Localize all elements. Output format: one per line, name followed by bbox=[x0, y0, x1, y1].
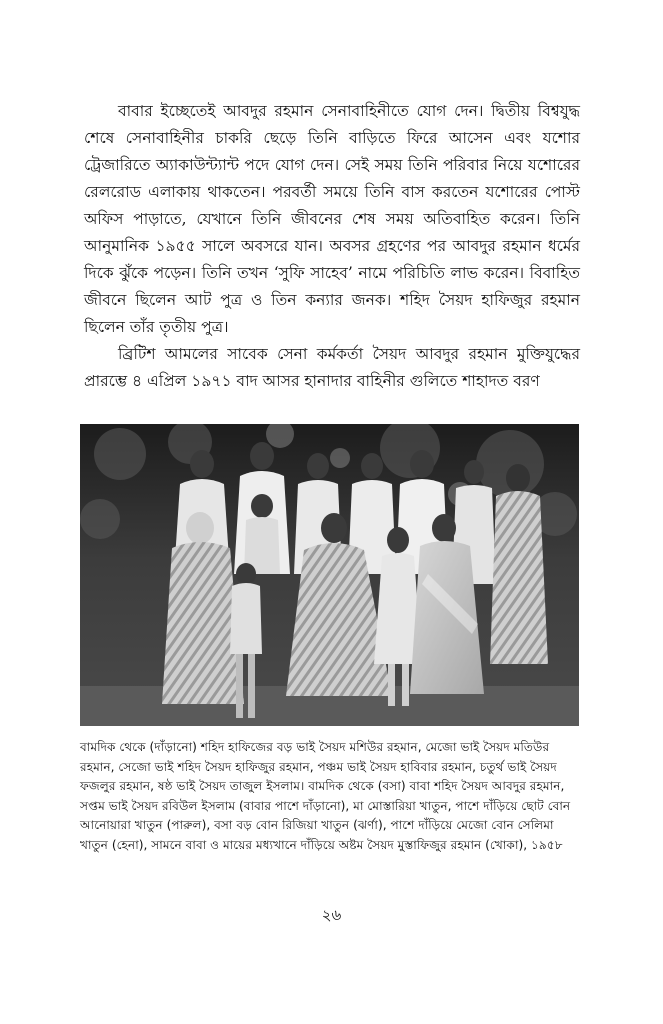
body-text bbox=[84, 98, 580, 395]
family-photo bbox=[80, 424, 579, 726]
page-number: ২৬ bbox=[321, 906, 342, 924]
photo-caption bbox=[80, 738, 585, 856]
family-photo-image bbox=[80, 424, 579, 726]
caption-text: বামদিক থেকে (দাঁড়ানো) শহিদ হাফিজের বড় ভাই সৈয়দ মশিউর রহমান, মেজো ভাই সৈয়দ মতিউর রহমান, সেজো ভাই শহিদ সৈয়দ হাফিজুর রহমান, পঞ্চম ভাই সৈয়দ হাবিবার রহমান, চতুর্থ ভাই সৈয়দ ফজলুর রহমান, ষষ্ঠ ভাই সৈয়দ তাজুল ইসলাম। বামদিক থেকে (বসা) বাবা শহিদ সৈয়দ আবদুর রহমান, সপ্তম ভাই সৈয়দ রবিউল ইসলাম (বাবার পাশে দাঁড়ানো), মা মোস্তারিয়া খাতুন, পাশে দাঁড়িয়ে ছোট বোন আনোয়ারা খাতুন (পারুল), বসা বড় বোন রিজিয়া খাতুন (ঝর্ণা), পাশে দাঁড়িয়ে মেজো বোন সেলিমা খাতুন (হেনা), সামনে বাবা ও মায়ের মধ্যখানে দাঁড়িয়ে অষ্টম সৈয়দ মুস্তাফিজুর রহমান (খোকা), ১৯৫৮ bbox=[80, 740, 571, 852]
paragraph-1: বাবার ইচ্ছেতেই আবদুর রহমান সেনাবাহিনীতে যোগ দেন। দ্বিতীয় বিশ্বযুদ্ধ শেষে সেনাবাহিনীর চাকরি ছেড়ে তিনি বাড়িতে ফিরে আসেন এবং যশোর ট্রেজারিতে অ্যাকাউন্ট্যান্ট পদে যোগ দেন। সেই সময় তিনি পরিবার নিয়ে যশোরের রেলরোড এলাকায় থাকতেন। পরবর্তী সময়ে তিনি বাস করতেন যশোরের পোস্ট অফিস পাড়াতে, যেখানে তিনি জীবনের শেষ সময় অতিবাহিত করেন। তিনি আনুমানিক ১৯৫৫ সালে অবসরে যান। অবসর গ্রহণের পর আবদুর রহমান ধর্মের দিকে ঝুঁকে পড়েন। তিনি তখন ‘সুফি সাহেব’ নামে পরিচিতি লাভ করেন। বিবাহিত জীবনে ছিলেন আট পুত্র ও তিন কন্যার জনক। শহিদ সৈয়দ হাফিজুর রহমান ছিলেন তাঁর তৃতীয় পুত্র। bbox=[84, 102, 580, 336]
paragraph-2: ব্রিটিশ আমলের সাবেক সেনা কর্মকর্তা সৈয়দ আবদুর রহমান মুক্তিযুদ্ধের প্রারম্ভে ৪ এপ্রিল ১৯৭১ বাদ আসর হানাদার বাহিনীর গুলিতে শাহাদত বরণ bbox=[84, 345, 580, 390]
